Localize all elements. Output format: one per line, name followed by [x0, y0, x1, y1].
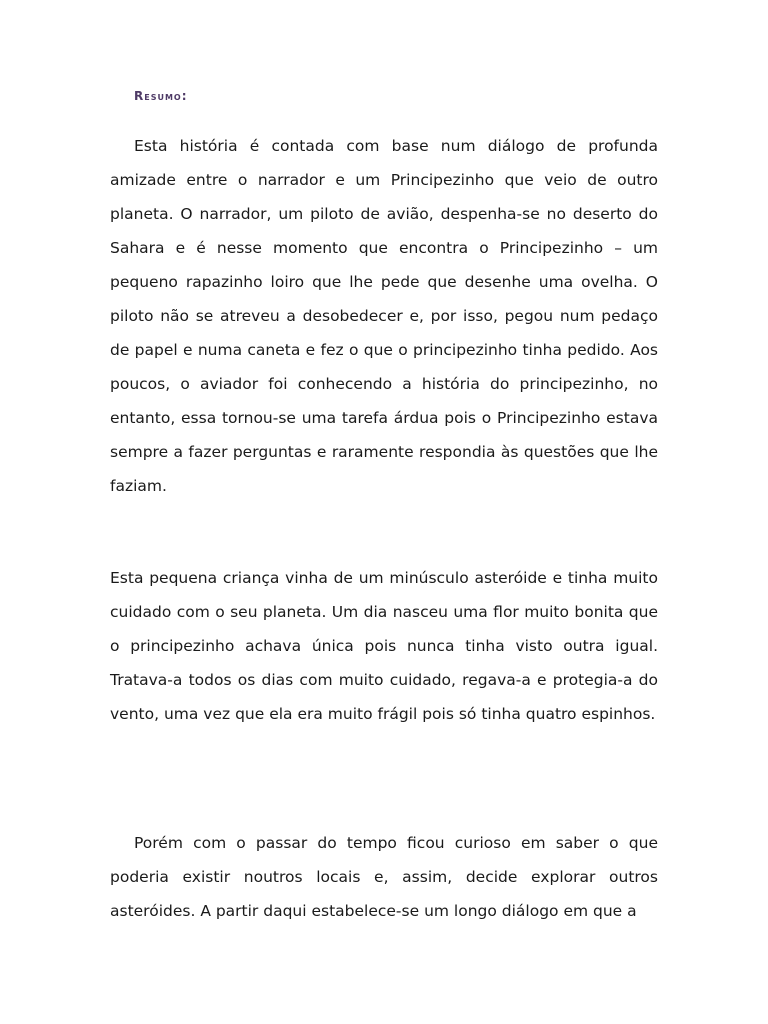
- section-heading: Resumo:: [134, 89, 188, 103]
- paragraph-intro: Esta história é contada com base num diálogo de profunda amizade entre o narrador e um Principezinho que veio de outro planeta. O narrador, um piloto de avião, despenha-se no deserto do Sahara e é nesse momento que encontra o Principezinho – um pequeno rapazinho loiro que lhe pede que desenhe uma ovelha. O piloto não se atreveu a desobedecer e, por isso, pegou num pedaço de papel e numa caneta e fez o que o principezinho tinha pedido. Aos poucos, o aviador foi conhecendo a história do principezinho, no entanto, essa tornou-se uma tarefa árdua pois o Principezinho estava sempre a fazer perguntas e raramente respondia às questões que lhe faziam.: [110, 137, 658, 495]
- paragraph-exploration: Porém com o passar do tempo ficou curioso em saber o que poderia existir noutros locais e, assim, decide explorar outros asteróides. A partir daqui estabelece-se um longo diálogo em que a: [110, 834, 658, 920]
- paragraph-asteroid: Esta pequena criança vinha de um minúsculo asteróide e tinha muito cuidado com o seu planeta. Um dia nasceu uma flor muito bonita que o principezinho achava única pois nunca tinha visto outra igual. Tratava-a todos os dias com muito cuidado, regava-a e protegia-a do vento, uma vez que ela era muito frágil pois só tinha quatro espinhos.: [110, 569, 658, 723]
